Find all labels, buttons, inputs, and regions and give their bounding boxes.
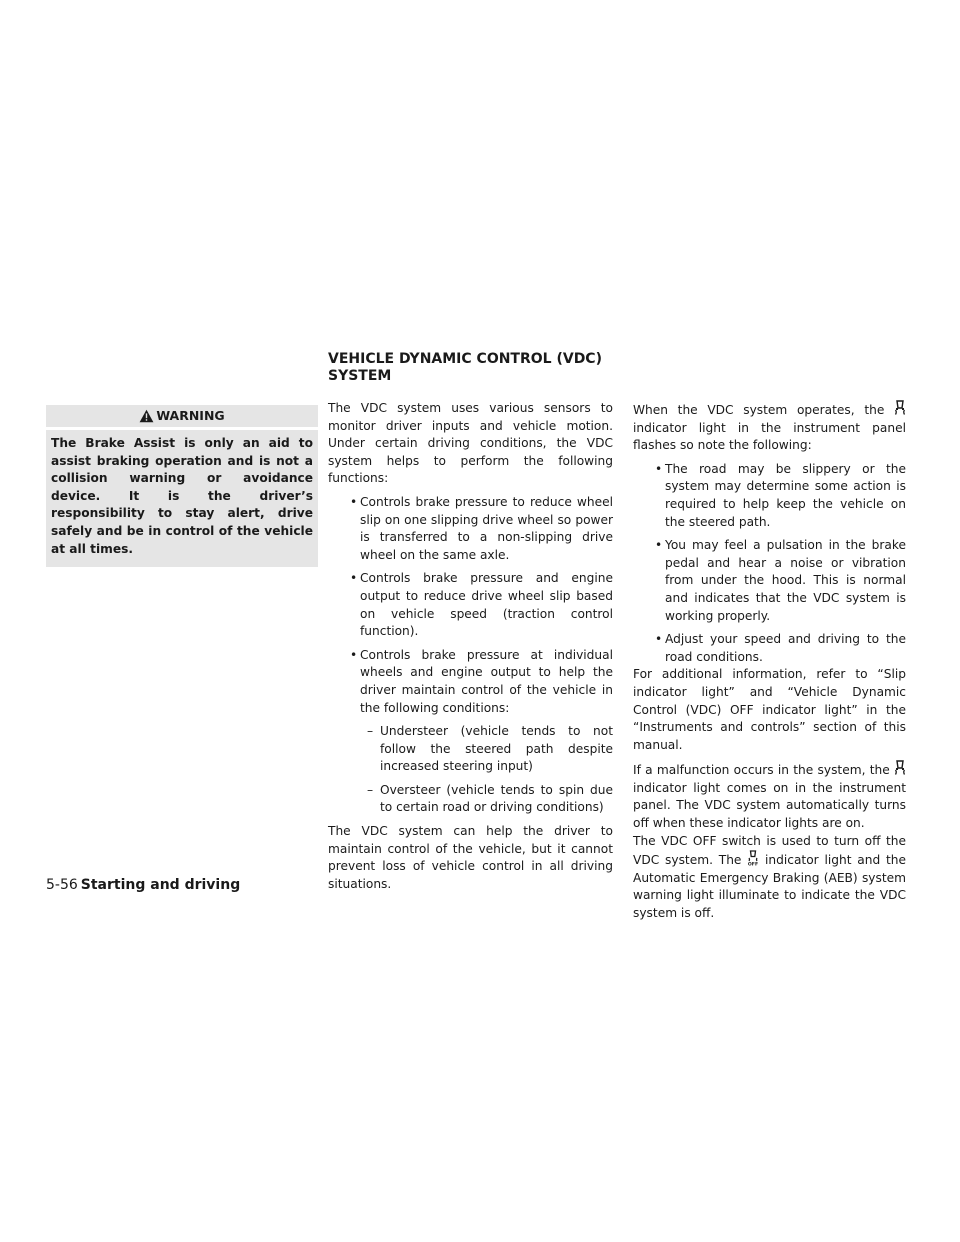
list-item — [328, 647, 613, 817]
list-item: • The road may be slippery or the system may determine some action is required to help keep the vehicle on the steered path. — [633, 461, 906, 531]
additional-info-paragraph: For additional information, refer to “Slip indicator light” and “Vehicle Dynamic Control (VDC) OFF indicator light” in the “Instruments and controls” section of this manual. — [633, 667, 906, 752]
warning-heading-text: WARNING — [156, 408, 225, 423]
vdc-closing-paragraph: The VDC system can help the driver to maintain control of the vehicle, but it cannot prevent loss of vehicle control in all driving situations. — [328, 824, 613, 891]
section-title-line2: SYSTEM — [328, 368, 392, 384]
vdc-intro-paragraph: The VDC system uses various sensors to monitor driver inputs and vehicle motion. Under certain driving conditions, the VDC system helps to perform the following functions: — [328, 401, 613, 486]
malfunction-text-b: indicator light comes on in the instrument panel. The VDC system automatically turns off when these indicator lights are on. — [633, 780, 906, 831]
vdc-off-paragraph — [633, 833, 906, 923]
intro-text-b: indicator light in the instrument panel flashes so note the following: — [633, 420, 906, 453]
list-item: – Understeer (vehicle tends to not follow the steered path despite increased steering input) — [360, 723, 613, 776]
malfunction-text-a: If a malfunction occurs in the system, the — [633, 763, 890, 778]
page-number: 5-56 — [46, 877, 78, 893]
intro-text-a: When the VDC system operates, the — [633, 403, 885, 417]
indicator-notes-list — [633, 461, 906, 667]
vdc-off-text-a: The VDC OFF switch is used to turn off the VDC system. The — [633, 833, 906, 868]
warning-text: The Brake Assist is only an aid to assist braking operation and is not a collision warning or avoidance device. It is the driver’s responsibility to stay alert, drive safely and be in control of the vehicle at all times. — [51, 436, 313, 556]
conditions-list — [360, 723, 613, 817]
warning-box — [46, 405, 318, 567]
vdc-functions-list — [328, 494, 613, 817]
section-title-line1: VEHICLE DYNAMIC CONTROL (VDC) — [328, 351, 602, 367]
list-item: • Adjust your speed and driving to the road conditions. — [633, 631, 906, 666]
svg-text:OFF: OFF — [748, 862, 759, 867]
list-item-text: Controls brake pressure at individual wheels and engine output to help the driver maintain control of the vehicle in the following conditions: — [360, 647, 613, 715]
slip-indicator-icon — [894, 400, 906, 416]
list-item: • You may feel a pulsation in the brake pedal and hear a noise or vibration from under the hood. This is normal and indicates that the VDC system is working properly. — [633, 537, 906, 625]
list-item: • Controls brake pressure and engine output to reduce drive wheel slip based on vehicle speed (traction control function). — [328, 570, 613, 640]
section-title — [328, 351, 628, 385]
warning-triangle-icon — [139, 408, 156, 423]
warning-heading — [46, 405, 318, 430]
malfunction-paragraph — [633, 760, 906, 832]
list-item: • Controls brake pressure to reduce wheel slip on one slipping drive wheel so power is transferred to a non-slipping drive wheel on the same axle. — [328, 494, 613, 564]
vdc-off-text-b: indicator light and the Automatic Emergency Braking (AEB) system warning light illuminate to indicate the VDC system is off. — [633, 853, 906, 921]
column-middle — [328, 400, 613, 893]
vdc-off-indicator-icon — [747, 850, 759, 866]
list-item: – Oversteer (vehicle tends to spin due to certain road or driving conditions) — [360, 782, 613, 817]
column-right — [633, 400, 906, 923]
indicator-intro-paragraph — [633, 400, 906, 455]
page-footer — [46, 876, 240, 894]
slip-indicator-icon — [894, 760, 906, 776]
footer-section-title: Starting and driving — [80, 877, 241, 893]
